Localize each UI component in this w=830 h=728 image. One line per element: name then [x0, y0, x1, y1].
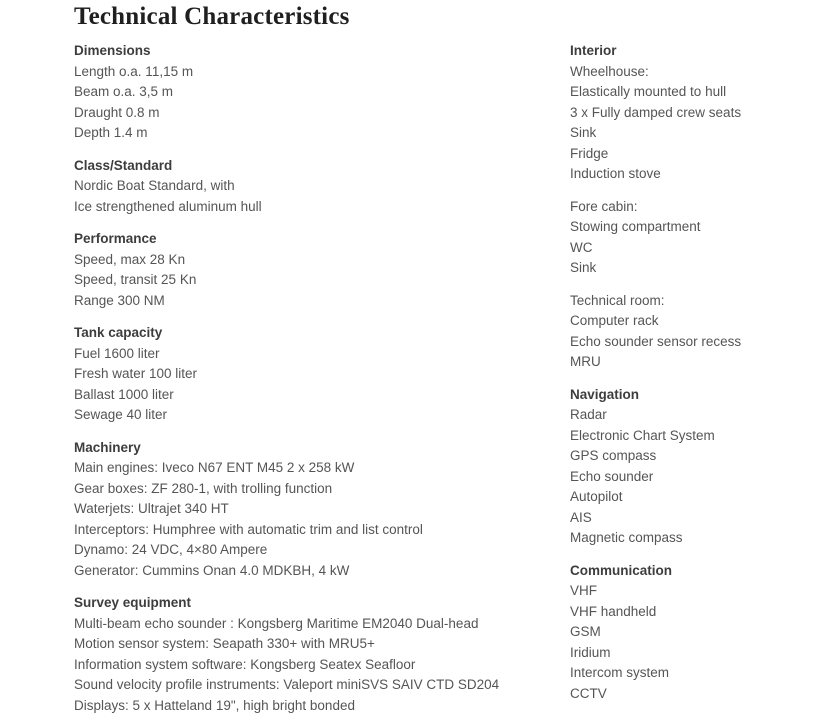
spec-line: GPS compass: [570, 448, 657, 463]
spec-section: [570, 41, 830, 373]
spec-block: [74, 250, 570, 312]
spec-line: Radar: [570, 407, 607, 422]
section-heading: Survey equipment: [74, 595, 192, 610]
spec-line: Interceptors: Humphree with automatic trim and list control: [74, 521, 423, 537]
spec-line: AIS: [570, 509, 592, 525]
spec-section: [74, 156, 570, 218]
spec-line: Motion sensor system: Seapath 330+ with MRU5+: [74, 636, 375, 651]
spec-line: Gear boxes: ZF 280-1, with trolling function: [74, 480, 333, 496]
spec-line: Displays: 5 x Hatteland 19", high bright bonded: [74, 697, 355, 713]
spec-line: Waterjets: Ultrajet 340 HT: [74, 501, 229, 516]
spec-line: Draught 0.8 m: [74, 104, 160, 120]
spec-line: Nordic Boat Standard, with: [74, 178, 235, 193]
spec-columns: [74, 41, 830, 728]
spec-block: [570, 291, 830, 373]
spec-line: Fridge: [570, 145, 609, 161]
left-column: [74, 41, 570, 728]
spec-line: 3 x Fully damped crew seats: [570, 104, 742, 120]
spec-line: Information system software: Kongsberg Seatex Seafloor: [74, 656, 416, 672]
section-heading: Class/Standard: [74, 157, 173, 173]
section-heading: Machinery: [74, 439, 141, 455]
right-column: [570, 41, 830, 716]
spec-line: Sewage 40 liter: [74, 407, 168, 422]
spec-line: Echo sounder sensor recess: [570, 333, 742, 349]
spec-line: Fuel 1600 liter: [74, 345, 160, 361]
section-heading: Tank capacity: [74, 325, 163, 340]
spec-section: [74, 323, 570, 426]
spec-line: Wheelhouse:: [570, 63, 649, 79]
spec-block: [570, 62, 830, 185]
spec-block: [570, 197, 830, 279]
spec-line: Computer rack: [570, 313, 659, 328]
spec-line: Depth 1.4 m: [74, 125, 148, 140]
spec-line: Speed, max 28 Kn: [74, 251, 186, 267]
section-heading: Communication: [570, 562, 673, 578]
spec-section: [570, 385, 830, 549]
spec-line: WC: [570, 239, 593, 255]
spec-line: MRU: [570, 354, 601, 369]
section-heading: Navigation: [570, 386, 640, 402]
spec-line: Induction stove: [570, 166, 661, 181]
page-title: Technical Characteristics: [74, 3, 350, 30]
spec-line: Iridium: [570, 644, 611, 660]
spec-line: Echo sounder: [570, 468, 654, 484]
spec-block: [74, 176, 570, 217]
spec-line: Ballast 1000 liter: [74, 386, 174, 402]
spec-line: VHF handheld: [570, 603, 657, 619]
spec-line: Multi-beam echo sounder : Kongsberg Maritime EM2040 Dual-head: [74, 615, 479, 631]
spec-block: [74, 614, 570, 717]
spec-line: Beam o.a. 3,5 m: [74, 84, 174, 99]
spec-line: Elastically mounted to hull: [570, 84, 727, 99]
section-heading: Dimensions: [74, 43, 151, 58]
spec-line: Ice strengthened aluminum hull: [74, 198, 262, 214]
spec-line: Fresh water 100 liter: [74, 366, 198, 381]
spec-line: Intercom system: [570, 665, 670, 680]
spec-line: Range 300 NM: [74, 292, 165, 308]
spec-line: Sink: [570, 260, 597, 275]
spec-line: Speed, transit 25 Kn: [74, 272, 197, 287]
section-heading: Interior: [570, 43, 617, 58]
spec-section: [74, 593, 570, 716]
spec-line: Sound velocity profile instruments: Valeport miniSVS SAIV CTD SD204: [74, 677, 500, 692]
spec-section: [74, 438, 570, 582]
spec-line: Fore cabin:: [570, 198, 638, 214]
spec-line: CCTV: [570, 685, 607, 701]
spec-line: Sink: [570, 125, 597, 140]
spec-block: [74, 344, 570, 426]
spec-section: [570, 561, 830, 705]
spec-line: Stowing compartment: [570, 219, 701, 234]
spec-block: [570, 405, 830, 549]
spec-line: Dynamo: 24 VDC, 4×80 Ampere: [74, 542, 268, 557]
spec-line: Generator: Cummins Onan 4.0 MDKBH, 4 kW: [74, 562, 350, 578]
spec-line: GSM: [570, 624, 601, 639]
spec-section: [74, 41, 570, 144]
spec-line: Electronic Chart System: [570, 427, 715, 443]
spec-block: [570, 581, 830, 704]
spec-block: [74, 458, 570, 581]
spec-line: Technical room:: [570, 292, 665, 308]
spec-line: Magnetic compass: [570, 530, 683, 545]
spec-line: VHF: [570, 583, 597, 598]
section-heading: Performance: [74, 231, 157, 246]
spec-line: Length o.a. 11,15 m: [74, 63, 194, 79]
spec-block: [74, 62, 570, 144]
spec-line: Main engines: Iveco N67 ENT M45 2 x 258 kW: [74, 460, 355, 475]
spec-line: Autopilot: [570, 489, 623, 504]
spec-section: [74, 229, 570, 311]
